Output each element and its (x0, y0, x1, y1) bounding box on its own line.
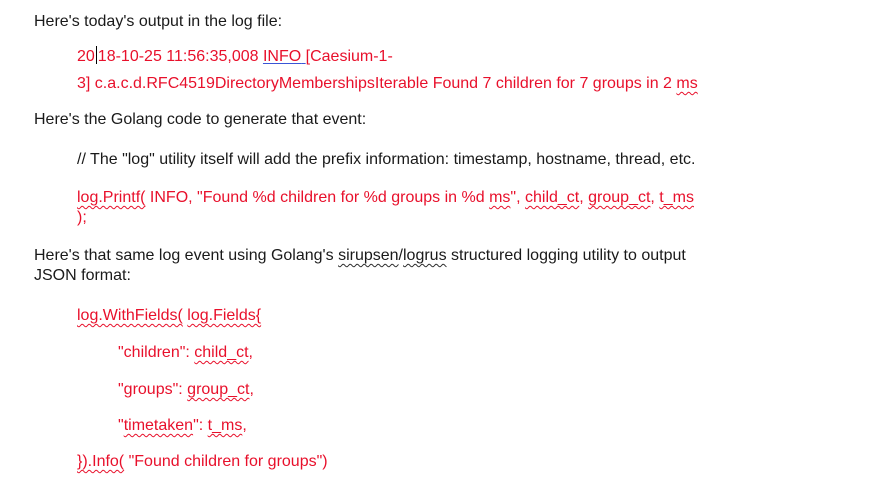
code-token: t_ms (207, 417, 243, 434)
code-token: ": (193, 417, 208, 434)
prose-segment: / (398, 247, 403, 264)
prose-segment: Here's that same log event using Golang's (34, 247, 339, 264)
code-token: child_ct (194, 344, 249, 361)
code-token: t_ms (659, 189, 694, 206)
logrus-intro-line-2: JSON format: (34, 267, 131, 284)
log-output-line-2 (77, 74, 698, 94)
spelling-flag: logrus (403, 247, 447, 264)
code-token: INFO, "Found %d children for %d groups in %d (145, 189, 490, 206)
withfields-close (77, 452, 328, 472)
code-token: , (650, 189, 660, 206)
code-comment: // The "log" utility itself will add the prefix information: timestamp, hostname, thread, etc. (77, 151, 696, 168)
intro-text: Here's today's output in the log file: (34, 13, 283, 30)
code-token: , (249, 381, 254, 398)
code-token: timetaken (123, 417, 194, 434)
code-token: ms (489, 189, 511, 206)
code-token: group_ct (588, 189, 651, 206)
code-token: log.Printf( (77, 189, 146, 206)
code-token: log.Fields{ (187, 307, 262, 324)
log-level-link[interactable]: INFO (262, 48, 302, 65)
code-token: , (248, 344, 253, 361)
code-token: child_ct (525, 189, 580, 206)
text-cursor (96, 46, 97, 64)
field-children (118, 343, 253, 363)
code-token: , (242, 417, 247, 434)
golang-intro-text: Here's the Golang code to generate that event: (34, 111, 367, 128)
withfields-open (77, 306, 261, 326)
field-groups (118, 380, 254, 400)
log-text-segment: 20 (77, 48, 95, 65)
log-text-segment: Caesium-1- (310, 48, 393, 65)
code-token: "children": (118, 344, 195, 361)
spelling-flag: ms (676, 75, 698, 92)
log-output-line-1 (77, 46, 393, 67)
log-text-segment: 3] c.a.c.d.RFC4519DirectoryMembershipsIterable Found 7 children for 7 groups in 2 (77, 75, 677, 92)
log-text-segment: [ (305, 48, 311, 65)
logrus-intro-line-1 (34, 246, 686, 266)
code-token: " (118, 417, 124, 434)
printf-line-1 (77, 188, 694, 208)
code-token: "groups": (118, 381, 188, 398)
code-token: ", (510, 189, 525, 206)
code-token: log.WithFields( (77, 307, 183, 324)
field-timetaken (118, 416, 247, 436)
code-token: group_ct (187, 381, 250, 398)
code-token: }).Info( (77, 453, 125, 470)
code-token: , (579, 189, 589, 206)
prose-segment: structured logging utility to output (446, 247, 686, 264)
log-text-segment: 18-10-25 11:56:35,008 (97, 48, 263, 65)
printf-line-2: ); (77, 209, 87, 226)
spelling-flag: sirupsen (338, 247, 399, 264)
code-token: "Found children for groups") (124, 453, 328, 470)
